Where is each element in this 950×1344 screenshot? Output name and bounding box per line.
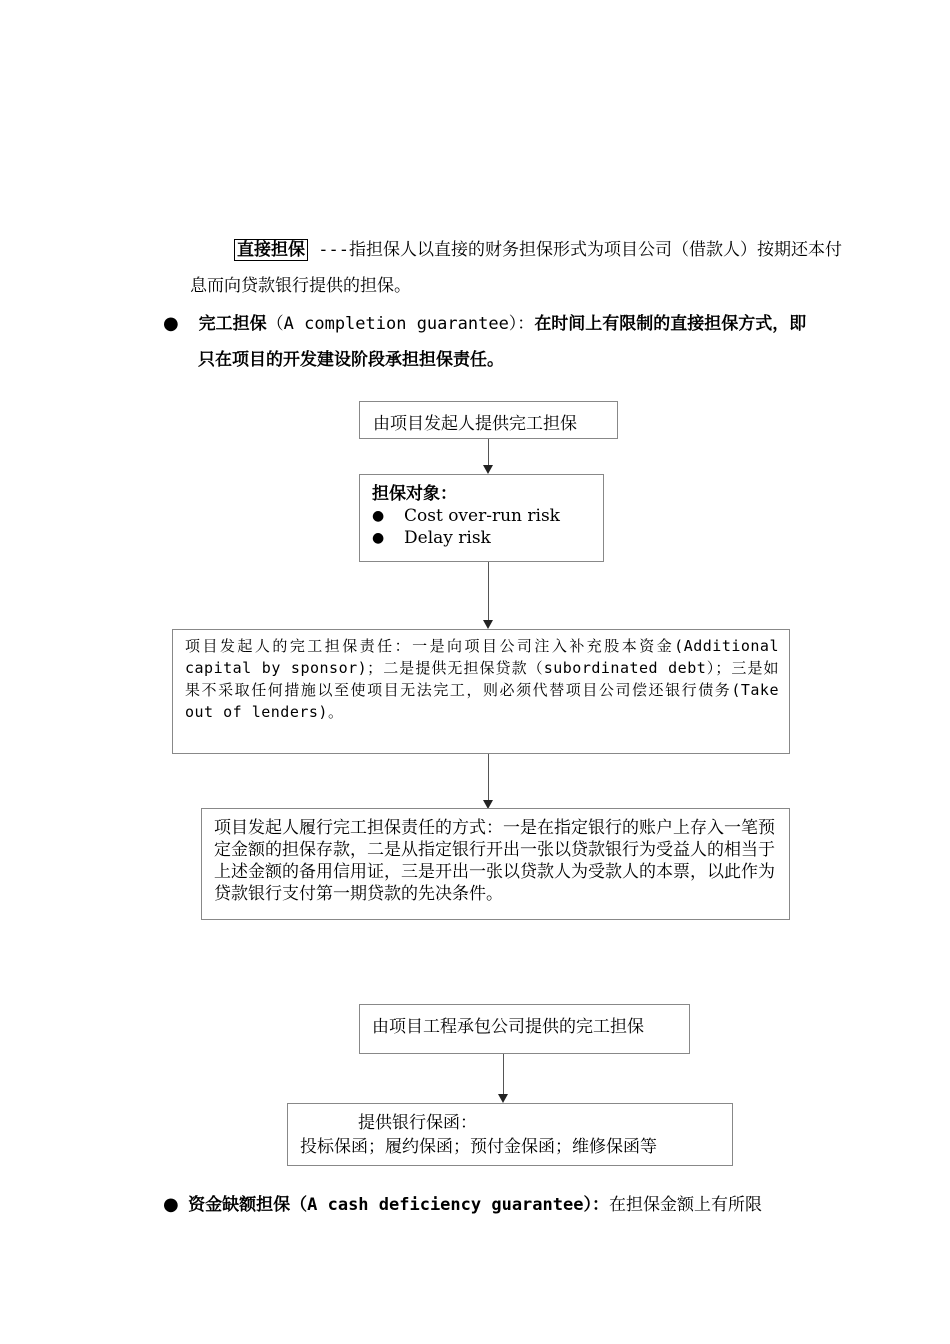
arrow-down-icon — [483, 620, 493, 629]
bank-guarantee-types: 投标保函；履约保函；预付金保函；维修保函等 — [300, 1137, 657, 1157]
list-item-text: Delay risk — [404, 528, 491, 548]
guarantee-objects-heading: 担保对象： — [372, 484, 457, 504]
bullet-cash-deficiency-guarantee — [163, 1191, 853, 1219]
connector-line — [488, 439, 489, 465]
flow1-box3-text: 项目发起人的完工担保责任：一是向项目公司注入补充股本资金(Additional capital by sponsor)；二是提供无担保贷款（subordinated debt）；三是如果不采取任何措施以至使项目无法完工，则必须代替项目公司偿还银行债务(Take out of lenders)。 — [185, 637, 779, 721]
connector-line — [488, 562, 489, 620]
bullet2-english: （A cash deficiency guarantee）： — [290, 1195, 609, 1215]
bullet-icon: ● — [372, 508, 385, 524]
flow1-box-guarantee-objects — [359, 474, 604, 562]
flow1-box1-text: 由项目发起人提供完工担保 — [373, 414, 577, 434]
connector-line — [488, 754, 489, 800]
flow2-box-bank-guarantees — [287, 1103, 733, 1166]
flow1-box-sponsor — [359, 401, 618, 439]
bullet2-text: 在担保金额上有所限 — [608, 1195, 762, 1215]
list-item-text: Cost over-run risk — [404, 506, 560, 526]
flow1-box-sponsor-responsibility — [172, 629, 790, 754]
arrow-down-icon — [483, 465, 493, 474]
flow1-box4-text: 项目发起人履行完工担保责任的方式：一是在指定银行的账户上存入一笔预定金额的担保存款，二是从指定银行开出一张以贷款银行为受益人的相当于上述金额的备用信用证，三是开出一张以贷款人为受款人的本票，以此作为贷款银行支付第一期贷款的先决条件。 — [214, 818, 775, 904]
bullet1-english: （A completion guarantee）： — [266, 314, 535, 334]
bullet-icon: ● — [163, 1194, 179, 1215]
arrow-down-icon — [498, 1094, 508, 1103]
flow2-box1-text: 由项目工程承包公司提供的完工担保 — [372, 1017, 644, 1037]
bullet-completion-guarantee — [163, 306, 853, 378]
bank-guarantee-heading: 提供银行保函： — [358, 1113, 477, 1133]
intro-paragraph — [190, 232, 850, 304]
connector-line — [503, 1054, 504, 1094]
bullet2-title: 资金缺额担保 — [188, 1195, 291, 1215]
bullet1-title: 完工担保 — [198, 314, 267, 334]
intro-text: 指担保人以直接的财务担保形式为项目公司（借款人）按期还本付息而向贷款银行提供的担保。 — [190, 240, 842, 296]
bullet-icon: ● — [163, 313, 179, 334]
bullet1-text-line1: 在时间上有限制的直接担保方式，即 — [534, 314, 807, 334]
list-item — [372, 527, 603, 549]
flow2-box-contractor — [359, 1004, 690, 1054]
flow1-box-fulfillment — [201, 808, 790, 920]
list-item — [372, 505, 603, 527]
bullet-icon: ● — [372, 530, 385, 546]
intro-dash: --- — [308, 240, 349, 260]
bullet1-text-line2: 只在项目的开发建设阶段承担担保责任。 — [198, 350, 504, 370]
intro-term: 直接担保 — [234, 239, 308, 261]
